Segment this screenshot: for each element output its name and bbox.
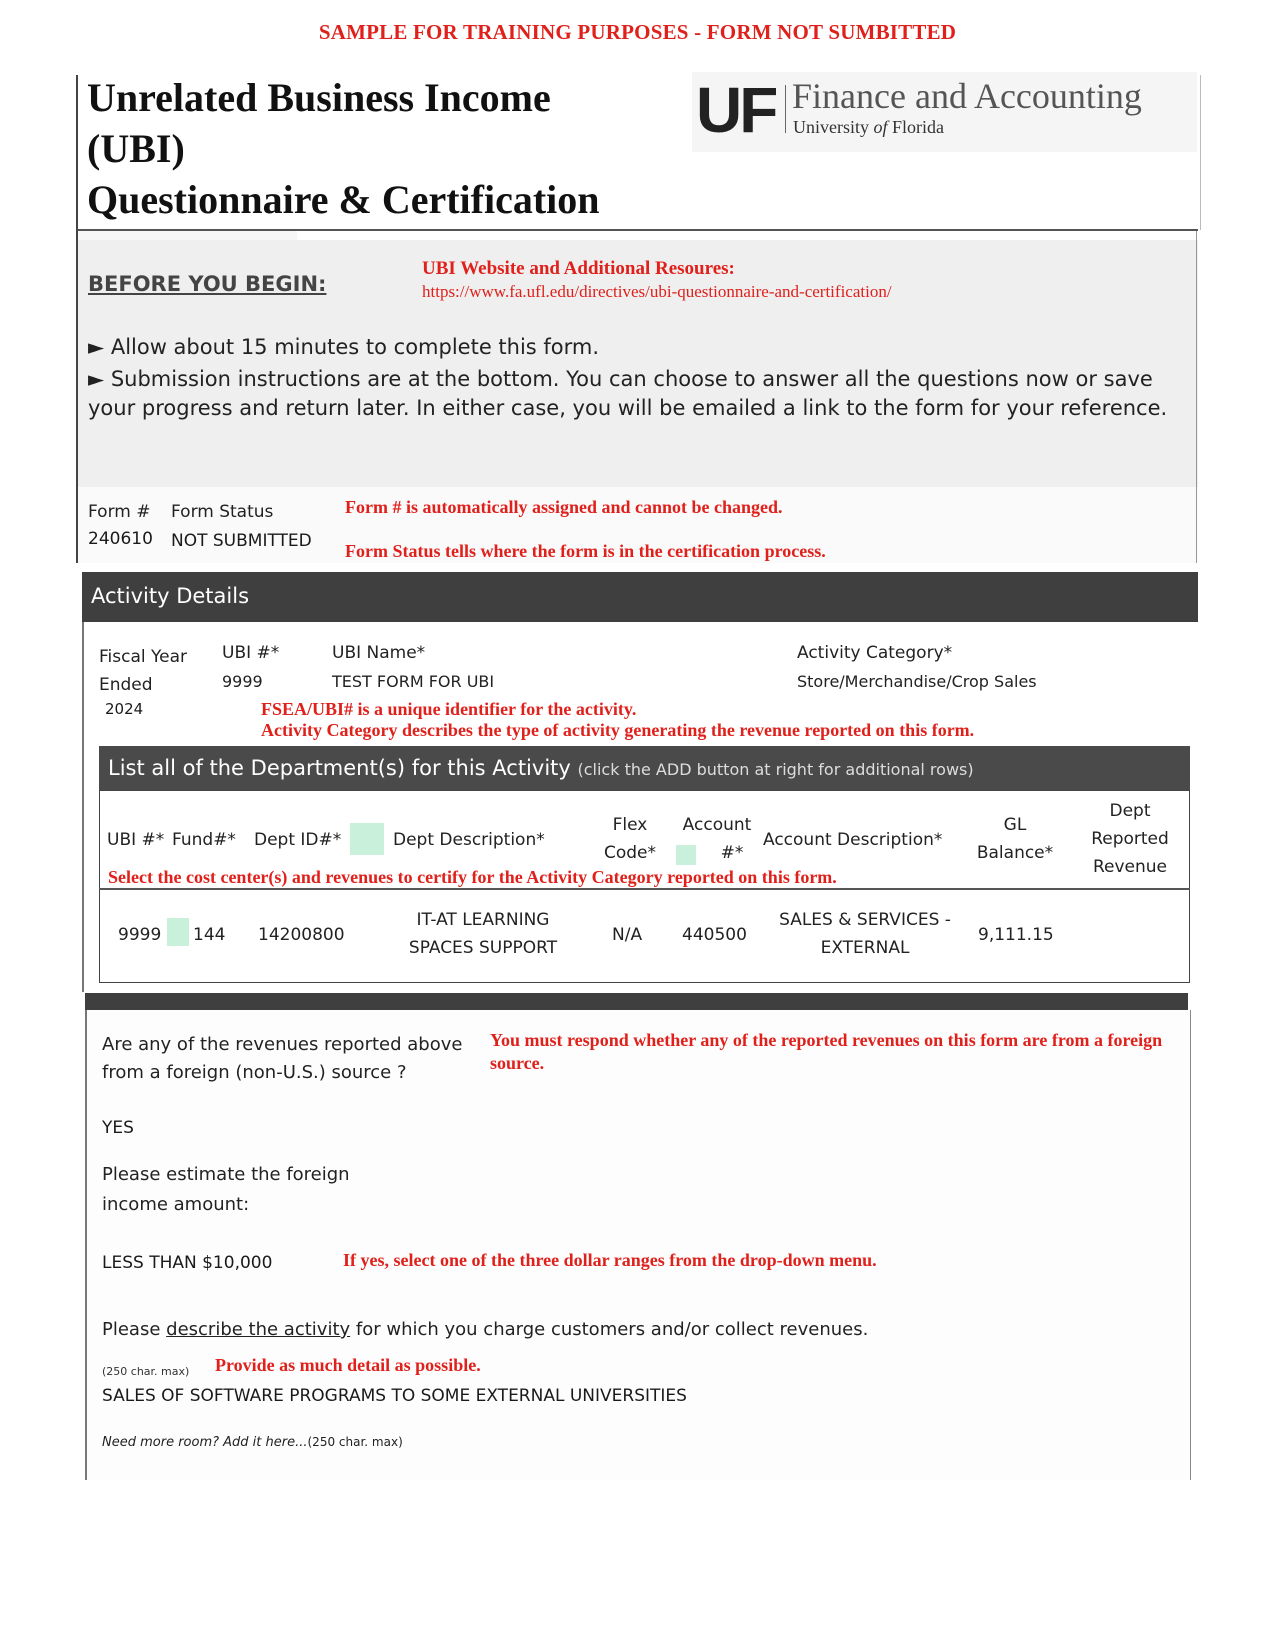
cell-account-description xyxy=(765,906,965,962)
column-header-dept-id: Dept ID#* xyxy=(254,830,342,850)
form-status-label: Form Status xyxy=(171,502,274,522)
annotation-cost-center: Select the cost center(s) and revenues to certify for the Activity Category reported on this form. xyxy=(108,867,837,887)
ubi-number-value: 9999 xyxy=(222,672,263,691)
more-room-label: Need more room? Add it here... xyxy=(102,1435,308,1450)
column-header-fund: Fund#* xyxy=(172,830,236,850)
foreign-question-line-2: from a foreign (non-U.S.) source ? xyxy=(102,1062,407,1083)
describe-activity-link[interactable]: describe the activity xyxy=(166,1319,351,1340)
column-header-ubi: UBI #* xyxy=(107,830,165,850)
account-header-line-2: #* xyxy=(720,843,744,863)
departments-title xyxy=(108,756,974,780)
fund-lookup-chip[interactable] xyxy=(167,918,189,946)
foreign-income-question xyxy=(102,1160,350,1220)
fiscal-year-label xyxy=(99,643,187,699)
estimate-question-line-2: income amount: xyxy=(102,1194,250,1215)
title-line-2: (UBI) xyxy=(87,126,185,171)
annotation-detail: Provide as much detail as possible. xyxy=(215,1355,481,1375)
annotation-ubi-identifier: FSEA/UBI# is a unique identifier for the activity. xyxy=(261,699,637,719)
describe-activity-question xyxy=(102,1316,868,1344)
departments-title-hint: (click the ADD button at right for additional rows) xyxy=(577,760,974,779)
estimate-question-line-1: Please estimate the foreign xyxy=(102,1164,350,1185)
gl-header-line-1: GL xyxy=(1003,815,1027,835)
dept-desc-line-2: SPACES SUPPORT xyxy=(408,938,558,958)
form-status-value: NOT SUBMITTED xyxy=(171,531,312,551)
gl-header-line-2: Balance* xyxy=(976,843,1054,863)
describe-q-pre: Please xyxy=(102,1319,167,1340)
cell-fund: 144 xyxy=(193,925,226,945)
annotation-dollar-range: If yes, select one of the three dollar ranges from the drop-down menu. xyxy=(343,1250,877,1270)
column-header-account-description: Account Description* xyxy=(763,830,943,850)
title-line-3: Questionnaire & Certification xyxy=(87,177,600,222)
fiscal-year-label-line-2: Ended xyxy=(99,675,153,695)
rev-header-line-1: Dept xyxy=(1109,801,1151,821)
departments-header-rule xyxy=(99,888,1190,890)
form-number-label: Form # xyxy=(88,502,151,522)
annotation-foreign-source: You must respond whether any of the reported revenues on this form are from a foreign source. xyxy=(490,1030,1163,1073)
foreign-income-select[interactable]: LESS THAN $10,000 xyxy=(102,1253,273,1273)
account-desc-line-2: EXTERNAL xyxy=(820,938,910,958)
logo-univ-prefix: University xyxy=(793,117,874,137)
logo-univ-of: of xyxy=(873,117,888,137)
uf-logo-mark: UF xyxy=(696,74,776,146)
activity-category-value: Store/Merchandise/Crop Sales xyxy=(797,672,1037,691)
form-number-value: 240610 xyxy=(88,529,153,549)
instruction-submission: ► Submission instructions are at the bottom. You can choose to answer all the questions now or save your progress and return later. In either case, you will be emailed a link to the form for your reference. xyxy=(88,367,1168,420)
page-title xyxy=(87,72,600,225)
training-banner: SAMPLE FOR TRAINING PURPOSES - FORM NOT SUMBITTED xyxy=(318,20,957,44)
ubi-number-label: UBI #* xyxy=(222,643,280,663)
account-lookup-chip[interactable] xyxy=(676,845,696,865)
departments-title-text: List all of the Department(s) for this Activity xyxy=(108,756,571,780)
account-desc-line-1: SALES & SERVICES - xyxy=(779,910,951,930)
activity-details-header xyxy=(82,572,1198,622)
column-header-reported-revenue xyxy=(1080,797,1180,881)
account-header-line-1: Account xyxy=(682,815,752,835)
ubi-name-value: TEST FORM FOR UBI xyxy=(332,672,495,691)
fiscal-year-value: 2024 xyxy=(105,700,144,718)
flex-header-line-1: Flex xyxy=(612,815,648,835)
logo-department-name: Finance and Accounting xyxy=(792,76,1142,116)
before-you-begin-heading: BEFORE YOU BEGIN: xyxy=(88,272,327,296)
more-room-char-limit: (250 char. max) xyxy=(307,1435,403,1449)
flex-header-line-2: Code* xyxy=(603,843,657,863)
foreign-source-answer[interactable]: YES xyxy=(102,1118,134,1138)
activity-description-field[interactable]: SALES OF SOFTWARE PROGRAMS TO SOME EXTERNAL UNIVERSITIES xyxy=(102,1386,687,1406)
title-line-1: Unrelated Business Income xyxy=(87,75,551,120)
annotation-form-status: Form Status tells where the form is in the certification process. xyxy=(345,541,826,561)
logo-university-name xyxy=(793,117,944,138)
left-border xyxy=(76,75,78,563)
foreign-source-question xyxy=(102,1031,462,1087)
cell-dept-description xyxy=(398,906,568,962)
annotation-form-number: Form # is automatically assigned and cannot be changed. xyxy=(345,497,783,517)
cell-ubi: 9999 xyxy=(118,925,162,945)
dept-desc-line-1: IT-AT LEARNING xyxy=(416,910,550,930)
foreign-section-header xyxy=(85,993,1188,1010)
dept-id-lookup-chip[interactable] xyxy=(350,823,384,855)
activity-details-title: Activity Details xyxy=(91,584,250,608)
cell-dept-id: 14200800 xyxy=(258,925,345,945)
logo-univ-suffix: Florida xyxy=(887,117,945,137)
cell-gl-balance: 9,111.15 xyxy=(978,925,1054,945)
right-border xyxy=(1196,231,1197,563)
column-header-dept-description: Dept Description* xyxy=(393,830,545,850)
rev-header-line-3: Revenue xyxy=(1092,857,1168,877)
foreign-question-line-1: Are any of the revenues reported above xyxy=(102,1034,463,1055)
describe-q-post: for which you charge customers and/or collect revenues. xyxy=(350,1319,869,1340)
column-header-gl-balance xyxy=(970,811,1060,867)
logo-divider xyxy=(785,85,786,133)
resources-link[interactable]: https://www.fa.ufl.edu/directives/ubi-questionnaire-and-certification/ xyxy=(422,282,892,301)
annotation-activity-category: Activity Category describes the type of activity generating the revenue reported on this form. xyxy=(261,720,975,740)
activity-category-label: Activity Category* xyxy=(797,643,953,663)
more-room-field[interactable] xyxy=(102,1435,403,1450)
instruction-time: ► Allow about 15 minutes to complete this form. xyxy=(88,335,600,359)
rev-header-line-2: Reported xyxy=(1091,829,1169,849)
cell-account: 440500 xyxy=(682,925,747,945)
resources-title: UBI Website and Additional Resoures: xyxy=(422,258,735,279)
char-limit-hint: (250 char. max) xyxy=(102,1365,190,1378)
ubi-name-label: UBI Name* xyxy=(332,643,426,663)
fiscal-year-label-line-1: Fiscal Year xyxy=(99,647,188,667)
column-header-flex-code xyxy=(595,811,665,867)
cell-flex-code: N/A xyxy=(612,925,643,945)
